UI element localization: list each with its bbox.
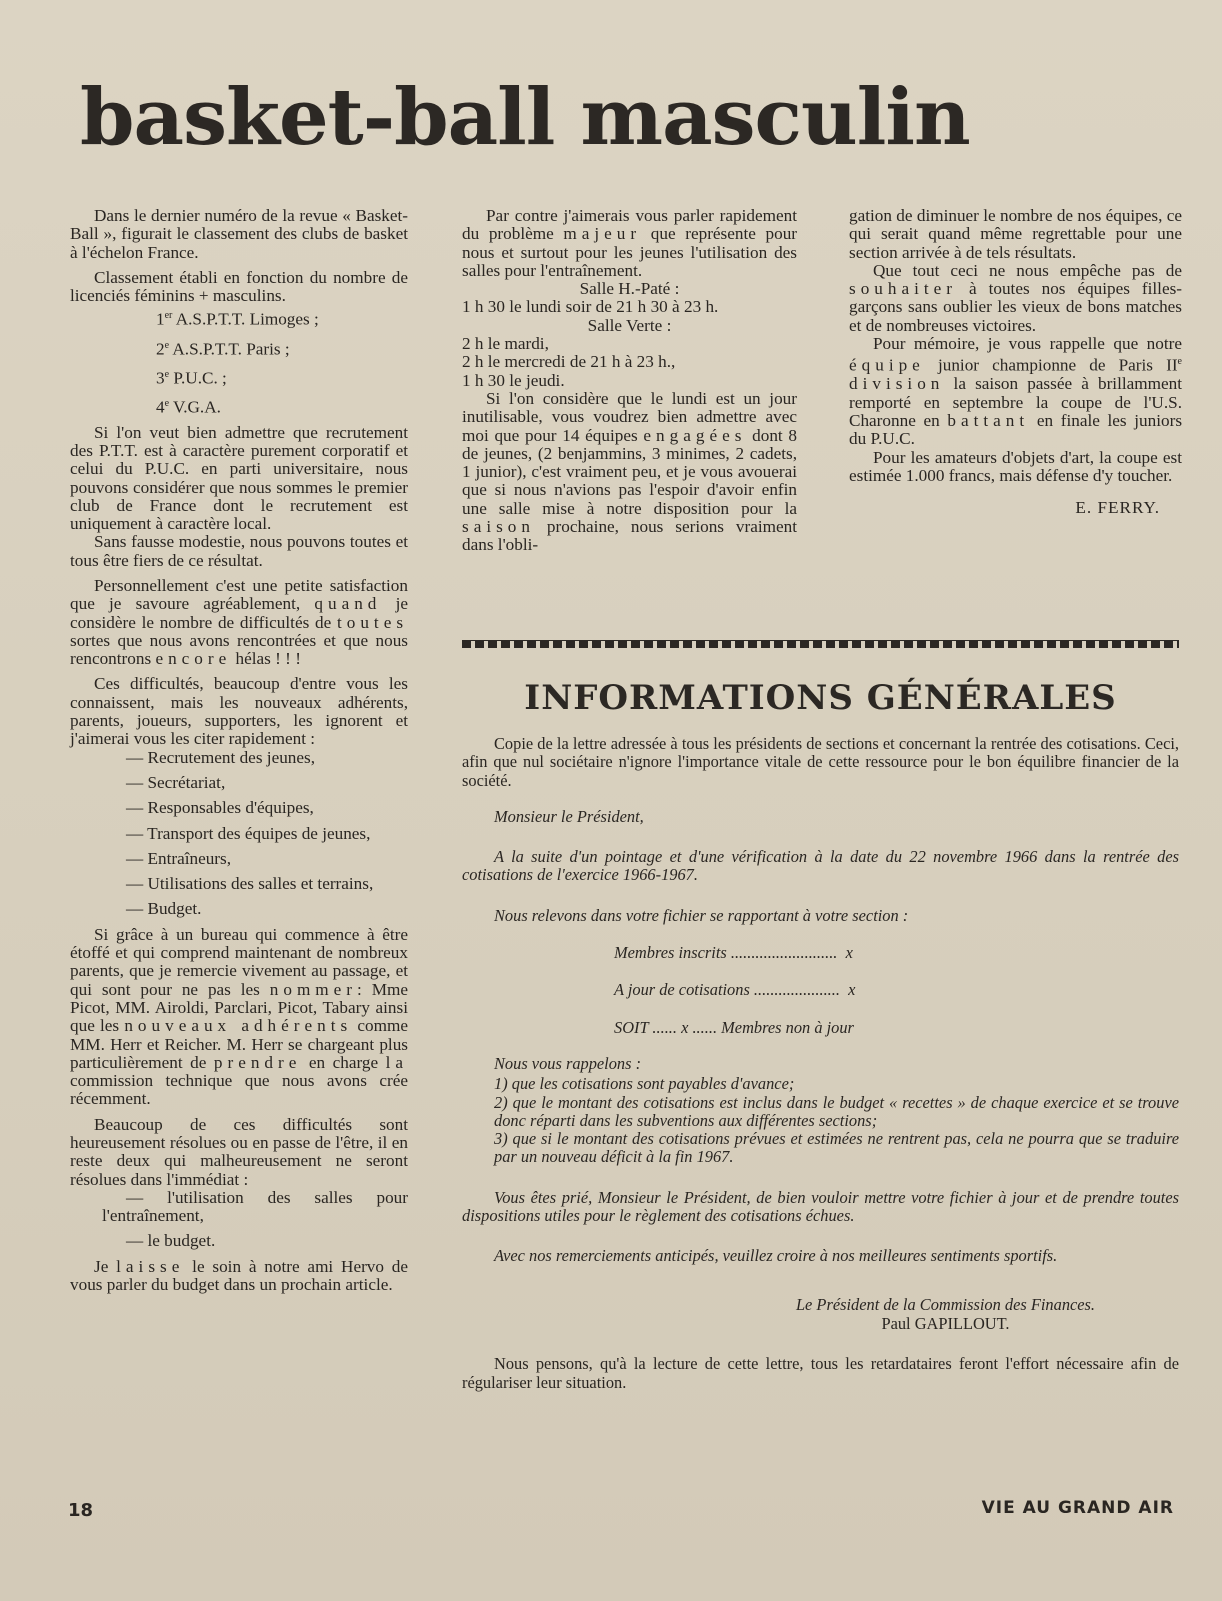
form-line-unpaid: SOIT ...... x ...... Membres non à jour bbox=[614, 1017, 854, 1037]
schedule-line: 1 h 30 le lundi soir de 21 h 30 à 23 h. bbox=[462, 297, 719, 317]
paragraph: Pour les amateurs d'objets d'art, la coupe est estimée 1.000 francs, mais défense d'y toucher. bbox=[849, 447, 1182, 485]
information-section bbox=[462, 735, 1179, 1392]
letter-paragraph: Vous êtes prié, Monsieur le Président, de bien vouloir mettre votre fichier à jour et de prendre toutes dispositions utiles pour le règlement des cotisations échues. bbox=[462, 1187, 1179, 1226]
article-column-1 bbox=[70, 207, 408, 1301]
paragraph: Classement établi en fonction du nombre de licenciés féminins + masculins. bbox=[70, 267, 408, 306]
list-item: — Entraîneurs, bbox=[126, 848, 232, 868]
signatory-name: Paul GAPILLOUT. bbox=[881, 1313, 1010, 1333]
letter-paragraph: Avec nos remerciements anticipés, veuillez croire à nos meilleures sentiments sportifs. bbox=[494, 1246, 1058, 1266]
section-title: INFORMATIONS GÉNÉRALES bbox=[524, 678, 1117, 718]
schedule-line: 2 h le mercredi de 21 h à 23 h., bbox=[462, 352, 676, 372]
paragraph: Pour mémoire, je vous rappelle que notre équipe junior championne de Paris IIe division la saison passée à brillamment remporté en septembre la coupe de l'U.S. Charonne en battant en finale les juniors du P.U.C. bbox=[849, 334, 1183, 449]
venue-name: Salle H.-Paté : bbox=[579, 279, 680, 299]
list-item: — Secrétariat, bbox=[126, 772, 226, 792]
paragraph: Si l'on veut bien admettre que recrutement des P.T.T. est à caractère purement corporatif et celui du P.U.C. en parti universitaire, nous pouvons considérer que nous sommes le premier club de France dont le recrutement est uniquement à caractère local. bbox=[70, 422, 408, 534]
paragraph: Par contre j'aimerais vous parler rapidement du problème majeur que représente pour nous et surtout pour les jeunes l'utilisation des salles pour l'entraînement. bbox=[462, 206, 798, 280]
paragraph: Ces difficultés, beaucoup d'entre vous les connaissent, mais les nouveaux adhérents, parents, joueurs, supporters, les ignorent et j'aimerai vous les citer rapidement : bbox=[70, 674, 408, 749]
ranking-list bbox=[70, 307, 408, 416]
letter-salutation: Monsieur le Président, bbox=[494, 806, 644, 826]
paragraph: Que tout ceci ne nous empêche pas de souhaiter à toutes nos équipes filles-garçons sans oublier les vieux de bons matches et de nombreuses victoires. bbox=[849, 260, 1182, 335]
letter-paragraph: A la suite d'un pointage et d'une vérification à la date du 22 novembre 1966 dans la rentrée des cotisations de l'exercice 1966-1967. bbox=[462, 847, 1179, 885]
list-item: — l'utilisation des salles pour l'entraînement, bbox=[102, 1187, 408, 1226]
section-divider bbox=[462, 640, 1179, 648]
intro-paragraph: Copie de la lettre adressée à tous les présidents de sections et concernant la rentrée des cotisations. Ceci, afin que nul sociétaire n'ignore l'importance vitale de cette ressource pour le bon équilibre financier de la société. bbox=[462, 734, 1179, 790]
page-number: 18 bbox=[68, 1500, 94, 1521]
letter-paragraph: Nous vous rappelons : bbox=[494, 1053, 642, 1073]
paragraph: Personnellement c'est une petite satisfaction que je savoure agréablement, quand je considère le nombre de difficultés de toutes sortes que nous avons rencontrées et que nous rencontrons encore hélas ! ! ! bbox=[70, 575, 409, 669]
venue-name: Salle Verte : bbox=[587, 315, 672, 335]
article-column-3 bbox=[849, 207, 1182, 524]
list-item: — Budget. bbox=[126, 899, 202, 919]
reminder-item: 2) que le montant des cotisations est inclus dans le budget « recettes » de chaque exercice et se trouve donc réparti dans les subventions aux différentes sections; bbox=[494, 1092, 1179, 1130]
author-signature: E. FERRY. bbox=[1075, 498, 1160, 518]
magazine-name: VIE AU GRAND AIR bbox=[981, 1498, 1174, 1518]
ranking-item: 1er A.S.P.T.T. Limoges ; bbox=[156, 310, 319, 330]
ranking-item: 3e P.U.C. ; bbox=[156, 368, 227, 388]
schedule-line: 2 h le mardi, bbox=[462, 334, 549, 354]
form-line-members: Membres inscrits .......................... x bbox=[614, 943, 853, 963]
list-item: — le budget. bbox=[126, 1231, 216, 1251]
list-item: — Utilisations des salles et terrains, bbox=[126, 874, 374, 894]
letter-paragraph: Nous relevons dans votre fichier se rapportant à votre section : bbox=[494, 905, 909, 925]
form-line-paid: A jour de cotisations ..................... x bbox=[614, 980, 856, 1000]
schedule-line: 1 h 30 le jeudi. bbox=[462, 370, 565, 390]
list-item: — Responsables d'équipes, bbox=[126, 798, 314, 818]
paragraph: Je laisse le soin à notre ami Hervo de vous parler du budget dans un prochain article. bbox=[70, 1256, 409, 1295]
closing-paragraph: Nous pensons, qu'à la lecture de cette lettre, tous les retardataires feront l'effort nécessaire afin de régulariser leur situation. bbox=[462, 1354, 1179, 1392]
remaining-difficulties-list bbox=[70, 1189, 408, 1251]
article-column-2 bbox=[462, 207, 797, 555]
reminder-item: 3) que si le montant des cotisations prévues et estimées ne rentrent pas, cela ne pourra que se traduire par un nouveau déficit à la fin 1967. bbox=[494, 1129, 1179, 1167]
list-item: — Transport des équipes de jeunes, bbox=[126, 823, 371, 843]
difficulties-list bbox=[70, 749, 408, 919]
paragraph: Si l'on considère que le lundi est un jour inutilisable, vous voudrez bien admettre avec moi que pour 14 équipes engagées dont 8 de jeunes, (2 benjammins, 3 minimes, 2 cadets, 1 junior), c'est vraiment peu, et je vous avouerai que si nous n'avions pas l'espoir d'avoir enfin une salle mise à notre disposition pour la saison prochaine, nous serions vraiment dans l'obli- bbox=[462, 388, 798, 555]
list-item: — Recrutement des jeunes, bbox=[126, 747, 316, 767]
paragraph: Beaucoup de ces difficultés sont heureusement résolues ou en passe de l'être, il en reste deux qui malheureusement ne seront résolues dans l'immédiat : bbox=[70, 1114, 408, 1189]
paragraph: Sans fausse modestie, nous pouvons toutes et tous être fiers de ce résultat. bbox=[70, 532, 408, 570]
paragraph: Dans le dernier numéro de la revue « Basket-Ball », figurait le classement des clubs de basket à l'échelon France. bbox=[70, 206, 408, 262]
reminder-item: 1) que les cotisations sont payables d'avance; bbox=[494, 1074, 795, 1094]
paragraph: gation de diminuer le nombre de nos équipes, ce qui serait quand même regrettable pour une section arrivée à de tels résultats. bbox=[849, 206, 1182, 262]
signatory-title: Le Président de la Commission des Finances. bbox=[795, 1294, 1096, 1314]
article-title: basket-ball masculin bbox=[80, 72, 970, 163]
ranking-item: 2e A.S.P.T.T. Paris ; bbox=[156, 339, 290, 359]
ranking-item: 4e V.G.A. bbox=[156, 397, 221, 417]
paragraph: Si grâce à un bureau qui commence à être étoffé et qui comprend maintenant de nombreux parents, que je remercie vivement au passage, et qui sont pour ne pas les nommer: Mme Picot, MM. Airoldi, Parclari, Picot, Tabary ainsi que les nouveaux adhérents comme MM. Herr et Reicher. M. Herr se chargeant plus particulièrement de prendre en charge la commission technique que nous avons crée récemment. bbox=[70, 924, 409, 1109]
